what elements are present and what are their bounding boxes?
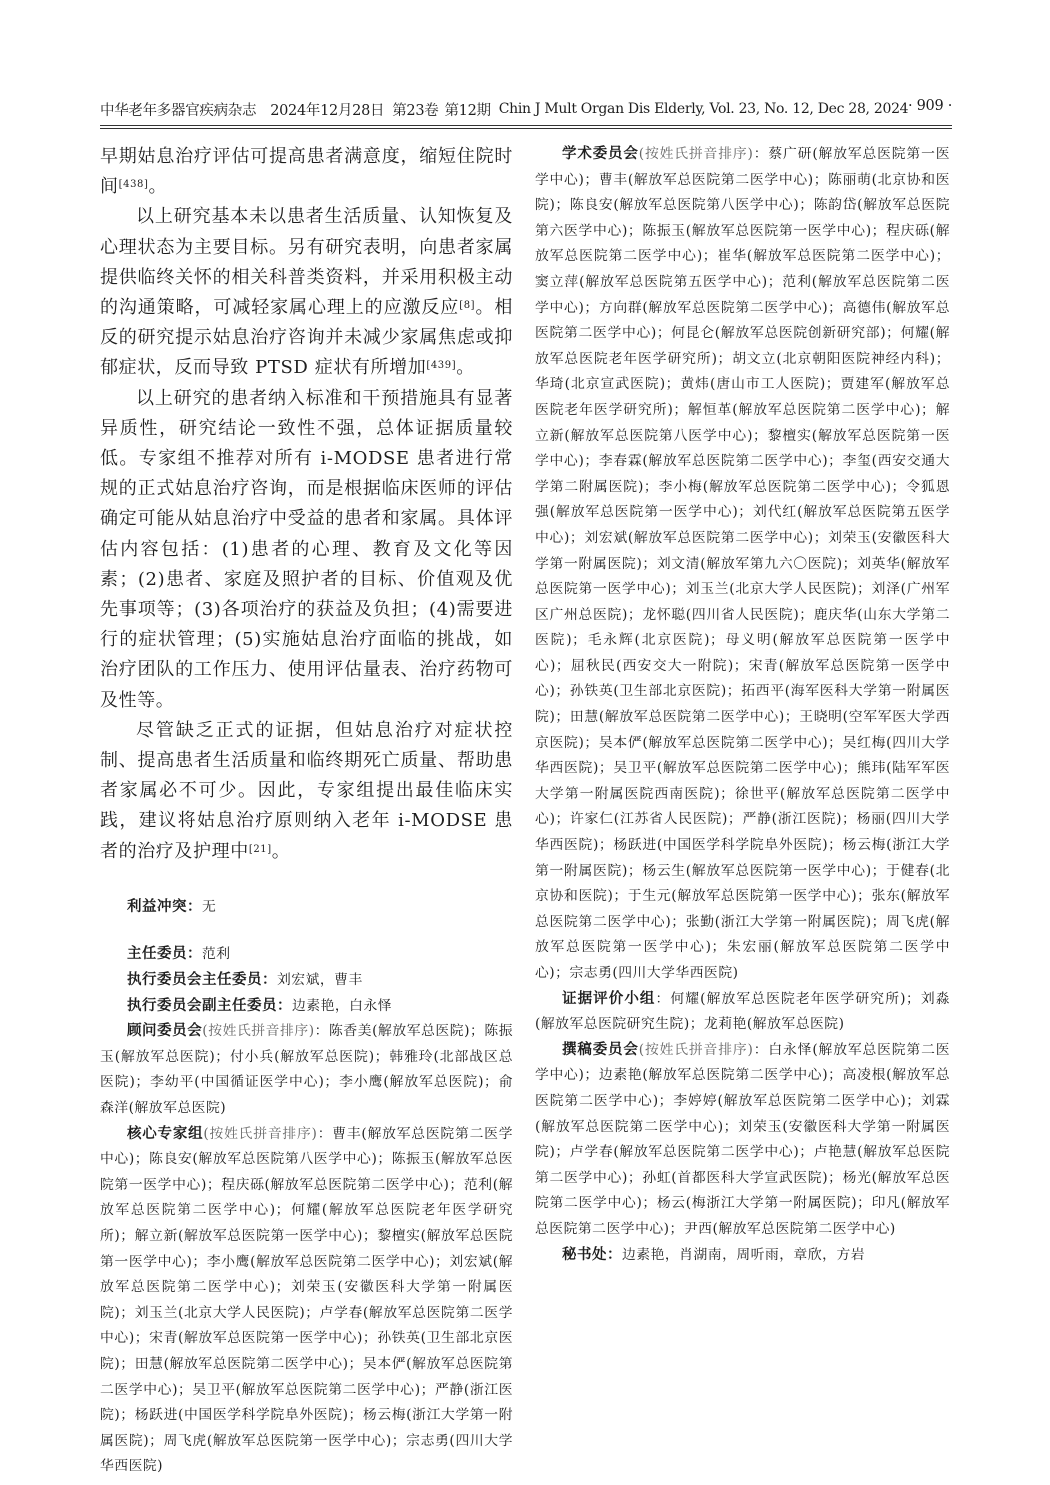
section-value: ：蔡广研(解放军总医院第一医学中心)；曹丰(解放军总医院第二医学中心)；陈丽萌(北京协和医院)；陈良安(解放军总医院第八医学中心)；陈韵岱(解放军总医院第六医学中心)；陈振玉(解放军总医院第一医学中心)；程庆砾(解放军总医院第二医学中心)；崔华(解放军总医院第二医学中心)；窦立萍(解放军总医院第五医学中心)；范利(解放军总医院第二医学中心)；方向群(解放军总医院第二医学中心)；高德伟(解放军总医院第二医学中心)；何昆仑(解放军总医院创新研究部)；何耀(解放军总医院老年医学研究所)；胡文立(北京朝阳医院神经内科)；华琦(北京宣武医院)；黄炜(唐山市工人医院)；贾建军(解放军总医院老年医学研究所)；解恒革(解放军总医院第二医学中心)；解立新(解放军总医院第八医学中心)；黎檀实(解放军总医院第一医学中心)；李春霖(解放军总医院第二医学中心)；李玺(西安交通大学第二附属医院)；李小梅(解放军总医院第二医学中心)；令狐恩强(解放军总医院第一医学中心)；刘代红(解放军总医院第五医学中心)；刘宏斌(解放军总医院第二医学中心)；刘荣玉(安徽医科大学第一附属医院)；刘文清(解放军第九六〇医院)；刘英华(解放军总医院第一医学中心)；刘玉兰(北京大学人民医院)；刘泽(广州军区广州总医院)；龙怀聪(四川省人民医院)；鹿庆华(山东大学第二医院)；毛永辉(北京医院)；母义明(解放军总医院第一医学中心)；屈秋民(西安交大一附院)；宋青(解放军总医院第一医学中心)；孙铁英(卫生部北京医院)；拓西平(海军医科大学第一附属医院)；田慧(解放军总医院第二医学中心)；王晓明(空军军医大学西京医院)；吴本俨(解放军总医院第二医学中心)；吴红梅(四川大学华西医院)；吴卫平(解放军总医院第二医学中心)；熊玮(陆军军医大学第一附属医院西南医院)；徐世平(解放军总医院第二医学中心)；许家仁(江苏省人民医院)；严静(浙江医院)；杨丽(四川大学华西医院)；杨跃进(中国医学科学院阜外医院)；杨云梅(浙江大学第一附属医院)；杨云生(解放军总医院第一医学中心)；于健春(北京协和医院)；于生元(解放军总医院第一医学中心)；张东(解放军总医院第二医学中心)；张勤(浙江大学第一附属医院)；周飞虎(解放军总医院第一医学中心)；朱宏丽(解放军总医院第二医学中心)；宗志勇(四川大学华西医院) [535,146,951,981]
section-label: 利益冲突： [127,898,202,915]
english-citation: Chin J Mult Organ Dis Elderly, Vol. 23, No. 12, Dec 28, 2024 [498,101,909,117]
volume: 第23卷 [392,102,439,119]
right-column [535,142,950,1268]
drafting-committee [535,1038,950,1243]
section-label: 执行委员会副主任委员： [127,997,292,1014]
exec-chair [100,968,513,994]
section-label: 秘书处： [562,1246,622,1263]
section-value: 边素艳，肖湖南，周听雨，章欣，方岩 [622,1246,866,1263]
header-rule-bottom [100,128,952,129]
citation-ref: [438] [118,179,149,191]
section-value: ：何耀(解放军总医院老年医学研究所)；刘淼(解放军总医院研究生院)；龙莉艳(解放军总医院) [535,990,951,1033]
page-number: · 909 · [907,98,952,114]
issue: 第12期 [444,102,491,119]
section-value: 无 [202,898,217,915]
section-value: ：白永怿(解放军总医院第二医学中心)；边素艳(解放军总医院第二医学中心)；高凌根(解放军总医院第二医学中心)；李婷婷(解放军总医院第二医学中心)；刘霖(解放军总医院第二医学中心)；刘荣玉(安徽医科大学第一附属医院)；卢学春(解放军总医院第二医学中心)；卢艳慧(解放军总医院第二医学中心)；孙虹(首都医科大学宣武医院)；杨光(解放军总医院第二医学中心)；杨云(梅浙江大学第一附属医院)；印凡(解放军总医院第二医学中心)；尹西(解放军总医院第二医学中心) [535,1041,951,1237]
punct: 。 [271,840,291,862]
body-text [100,142,513,867]
section-value: 刘宏斌，曹丰 [277,972,363,989]
left-column [100,142,513,1480]
paragraph-text: 以上研究基本未以患者生活质量、认知恢复及心理状态为主要目标。另有研究表明，向患者家属提供临终关怀的相关科普类资料，并采用积极主动的沟通策略，可减轻家属心理上的应激反应 [100,206,513,319]
journal-name: 中华老年多器官疾病杂志 [100,102,257,119]
paragraph [100,716,513,867]
academic-committee [535,142,950,987]
citation-ref: [21] [248,843,272,855]
running-header [100,98,952,120]
chair [100,942,513,968]
section-value: 范利 [202,946,231,963]
paragraph [100,142,513,202]
paragraph-text: 早期姑息治疗评估可提高患者满意度，缩短住院时间 [100,146,513,198]
paragraph [100,202,513,383]
core-expert-group [100,1122,513,1480]
issue-date: 2024年12月28日 [270,102,385,119]
section-value: ：曹丰(解放军总医院第二医学中心)；陈良安(解放军总医院第八医学中心)；陈振玉(解放军总医院第一医学中心)；程庆砾(解放军总医院第二医学中心)；范利(解放军总医院第二医学中心)；何耀(解放军总医院老年医学研究所)；解立新(解放军总医院第一医学中心)；黎檀实(解放军总医院第一医学中心)；李小鹰(解放军总医院第二医学中心)；刘宏斌(解放军总医院第二医学中心)；刘荣玉(安徽医科大学第一附属医院)；刘玉兰(北京大学人民医院)；卢学春(解放军总医院第二医学中心)；宋青(解放军总医院第一医学中心)；孙铁英(卫生部北京医院)；田慧(解放军总医院第二医学中心)；吴本俨(解放军总医院第二医学中心)；吴卫平(解放军总医院第二医学中心)；严静(浙江医院)；杨跃进(中国医学科学院阜外医院)；杨云梅(浙江大学第一附属医院)；周飞虎(解放军总医院第一医学中心)；宗志勇(四川大学华西医院) [100,1125,514,1475]
section-label: 学术委员会 [562,146,639,162]
sort-note: (按姓氏拼音排序) [202,1023,315,1040]
paragraph-text: 尽管缺乏正式的证据，但姑息治疗对症状控制、提高患者生活质量和临终期死亡质量、帮助患者家属必不可少。因此，专家组提出最佳临床实践，建议将姑息治疗原则纳入老年 i-MODSE 患者的治疗及护理中 [100,719,513,862]
punct: 。 [456,357,475,379]
evidence-evaluation-group [535,987,950,1038]
sort-note: (按姓氏拼音排序) [638,146,754,162]
section-value: ：陈香美(解放军总医院)；陈振玉(解放军总医院)；付小兵(解放军总医院)；韩雅玲(北部战区总医院)；李幼平(中国循证医学中心)；李小鹰(解放军总医院)；俞森洋(解放军总医院) [100,1023,514,1117]
punct: 。 [148,176,168,198]
section-label: 执行委员会主任委员： [127,972,277,989]
secretariat [535,1243,950,1269]
sort-note: (按姓氏拼音排序) [203,1125,318,1142]
conflict-of-interest [100,895,513,921]
sort-note: (按姓氏拼音排序) [638,1041,754,1058]
citation-ref: [439] [426,360,457,372]
section-label: 撰稿委员会 [562,1041,639,1058]
header-rule-top [100,125,952,126]
exec-vice-chair [100,994,513,1020]
section-label: 证据评价小组 [562,990,656,1007]
paragraph-text: 。相反的研究提示姑息治疗咨询并未减少家属焦虑或抑郁症状，反而导致 PTSD 症状有所增加 [100,297,513,379]
committee-list-left [100,895,513,1480]
paragraph: 以上研究的患者纳入标准和干预措施具有显著异质性，研究结论一致性不强，总体证据质量较低。专家组不推荐对所有 i-MODSE 患者进行常规的正式姑息治疗咨询，而是根据临床医师的评估确定可能从姑息治疗中受益的患者和家属。具体评估内容包括：(1)患者的心理、教育及文化等因素；(2)患者、家庭及照护者的目标、价值观及优先事项等；(3)各项治疗的获益及负担；(4)需要进行的症状管理；(5)实施姑息治疗面临的挑战，如治疗团队的工作压力、使用评估量表、治疗药物可及性等。 [100,387,513,711]
section-label: 核心专家组 [127,1125,204,1142]
section-label: 主任委员： [127,946,202,963]
section-value: 边素艳，白永怿 [292,997,393,1014]
citation-ref: [8] [459,300,476,312]
advisory-committee [100,1019,513,1121]
committee-list-right [535,142,950,1268]
section-label: 顾问委员会 [127,1023,203,1040]
